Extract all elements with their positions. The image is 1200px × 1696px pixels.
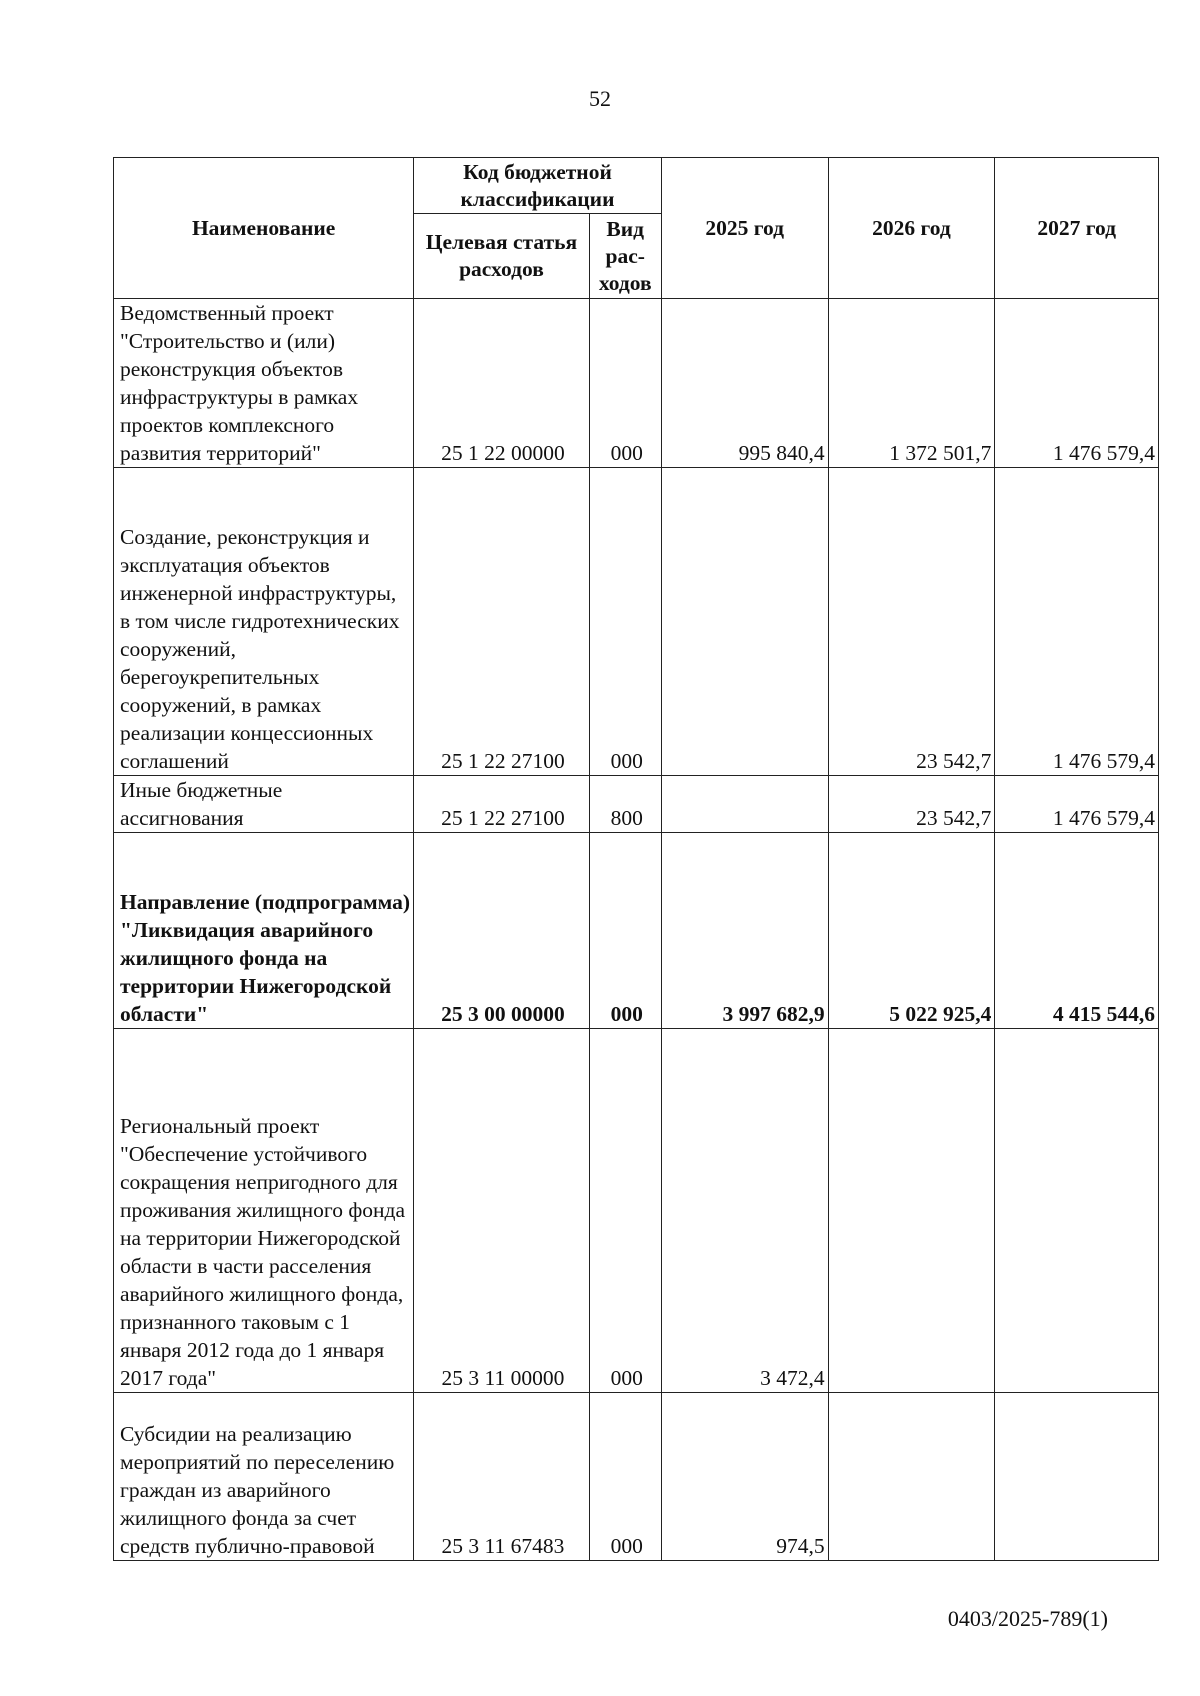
row-expense-type: 000 bbox=[589, 468, 661, 776]
row-expense-type: 000 bbox=[589, 833, 661, 1029]
table-row bbox=[114, 833, 1159, 1029]
page-number: 52 bbox=[589, 86, 611, 111]
row-amount-2026: 23 542,7 bbox=[828, 468, 995, 776]
row-amount-2027: 1 476 579,4 bbox=[995, 776, 1159, 833]
row-expense-type: 800 bbox=[589, 776, 661, 833]
table-row bbox=[114, 1393, 1159, 1561]
row-amount-2025: 974,5 bbox=[661, 1393, 828, 1561]
row-name: Создание, реконструкция и эксплуатация объектов инженерной инфраструктуры, в том числе гидротехнических сооружений, берегоукрепительных сооружений, в рамках реализации концессионных соглашений bbox=[114, 468, 414, 776]
table-body bbox=[114, 299, 1159, 1561]
row-expense-type: 000 bbox=[589, 1393, 661, 1561]
header-code-group: Код бюджетной классификации bbox=[414, 158, 662, 214]
row-name: Субсидии на реализацию мероприятий по переселению граждан из аварийного жилищного фонда за счет средств публично-правовой bbox=[114, 1393, 414, 1561]
header-2027: 2027 год bbox=[995, 158, 1159, 299]
row-amount-2027 bbox=[995, 1393, 1159, 1561]
table-row bbox=[114, 468, 1159, 776]
row-name: Региональный проект "Обеспечение устойчивого сокращения непригодного для проживания жилищного фонда на территории Нижегородской области в части расселения аварийного жилищного фонда, признанного таковым с 1 января 2012 года до 1 января 2017 года" bbox=[114, 1029, 414, 1393]
row-target-article: 25 1 22 27100 bbox=[414, 468, 589, 776]
row-name: Ведомственный проект "Строительство и (или) реконструкция объектов инфраструктуры в рамках проектов комплексного развития территорий" bbox=[114, 299, 414, 468]
row-amount-2025: 995 840,4 bbox=[661, 299, 828, 468]
row-amount-2026 bbox=[828, 1029, 995, 1393]
table-row bbox=[114, 299, 1159, 468]
row-amount-2027: 4 415 544,6 bbox=[995, 833, 1159, 1029]
row-amount-2027: 1 476 579,4 bbox=[995, 468, 1159, 776]
table-header bbox=[114, 158, 1159, 299]
row-amount-2025: 3 997 682,9 bbox=[661, 833, 828, 1029]
row-amount-2025: 3 472,4 bbox=[661, 1029, 828, 1393]
row-amount-2026: 1 372 501,7 bbox=[828, 299, 995, 468]
row-amount-2025 bbox=[661, 468, 828, 776]
table-row bbox=[114, 776, 1159, 833]
row-amount-2027 bbox=[995, 1029, 1159, 1393]
row-amount-2025 bbox=[661, 776, 828, 833]
header-name: Наименование bbox=[114, 158, 414, 299]
row-name: Направление (подпрограмма) "Ликвидация аварийного жилищного фонда на территории Нижегородской области" bbox=[114, 833, 414, 1029]
row-name: Иные бюджетные ассигнования bbox=[114, 776, 414, 833]
header-expense-type: Вид рас-ходов bbox=[589, 214, 661, 299]
budget-table bbox=[113, 157, 1159, 1561]
table-row bbox=[114, 1029, 1159, 1393]
header-target-article: Целевая статья расходов bbox=[414, 214, 589, 299]
header-2025: 2025 год bbox=[661, 158, 828, 299]
row-expense-type: 000 bbox=[589, 1029, 661, 1393]
row-amount-2026: 5 022 925,4 bbox=[828, 833, 995, 1029]
row-amount-2027: 1 476 579,4 bbox=[995, 299, 1159, 468]
row-target-article: 25 3 11 67483 bbox=[414, 1393, 589, 1561]
row-target-article: 25 3 11 00000 bbox=[414, 1029, 589, 1393]
document-code: 0403/2025-789(1) bbox=[947, 1606, 1108, 1631]
row-target-article: 25 3 00 00000 bbox=[414, 833, 589, 1029]
row-target-article: 25 1 22 00000 bbox=[414, 299, 589, 468]
row-target-article: 25 1 22 27100 bbox=[414, 776, 589, 833]
row-amount-2026: 23 542,7 bbox=[828, 776, 995, 833]
row-expense-type: 000 bbox=[589, 299, 661, 468]
header-2026: 2026 год bbox=[828, 158, 995, 299]
row-amount-2026 bbox=[828, 1393, 995, 1561]
